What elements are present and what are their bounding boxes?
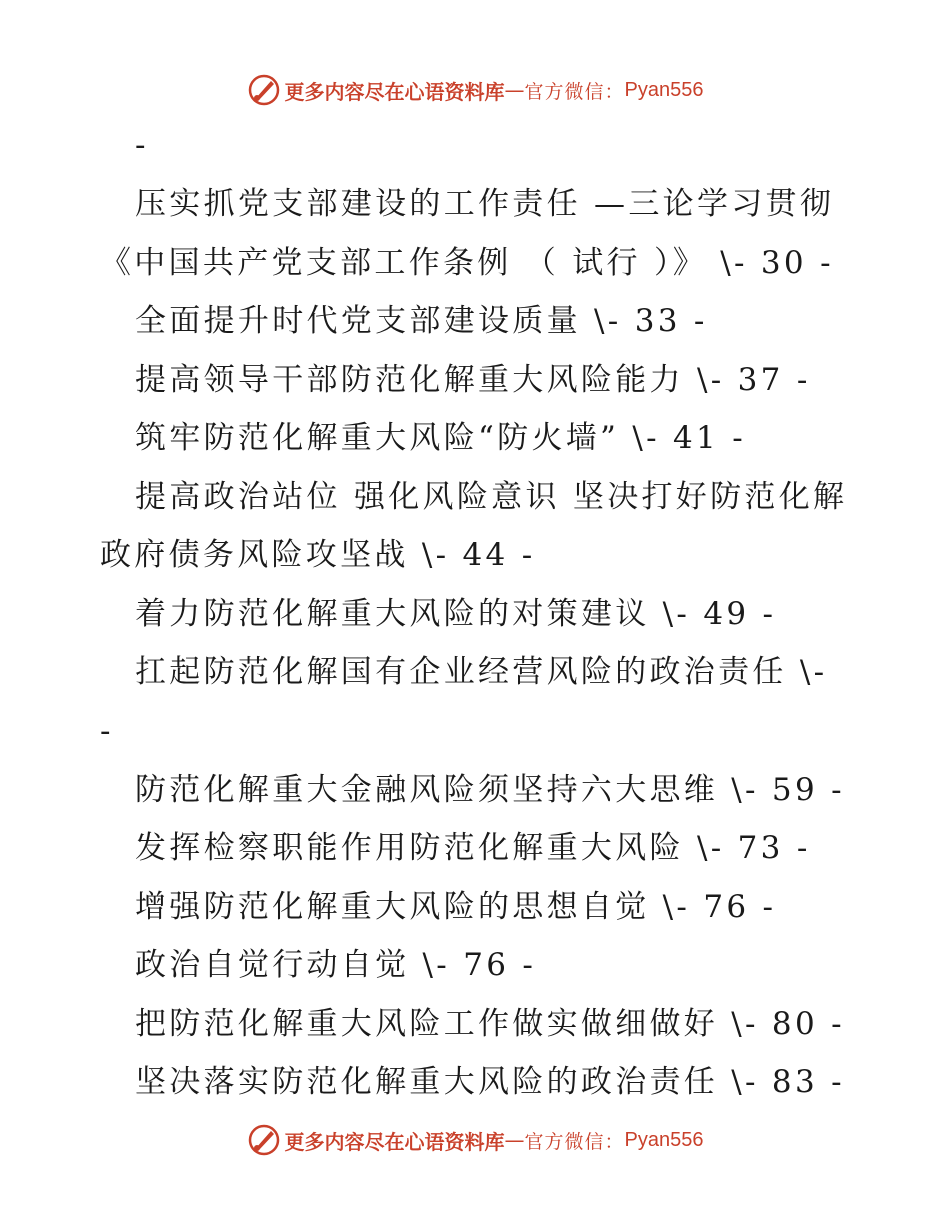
brush-logo-icon <box>247 73 281 107</box>
toc-line: 防范化解重大金融风险须坚持六大思维 \- 59 - <box>135 772 845 808</box>
toc-line: 把防范化解重大风险工作做实做细做好 \- 80 - <box>135 1006 845 1042</box>
toc-line: 全面提升时代党支部建设质量 \- 33 - <box>135 303 708 339</box>
footer-watermark <box>0 1120 950 1160</box>
toc-line: 扛起防范化解国有企业经营风险的政治责任 \- <box>135 654 828 690</box>
toc-line: 压实抓党支部建设的工作责任 —三论学习贯彻 <box>135 186 835 222</box>
wechat-label: 官方微信： <box>524 1130 625 1153</box>
wechat-handle: Pyan556 <box>624 1128 704 1151</box>
wechat-label: 官方微信： <box>524 80 625 103</box>
toc-line: 发挥检察职能作用防范化解重大风险 \- 73 - <box>135 830 811 866</box>
toc-line: 提高领导干部防范化解重大风险能力 \- 37 - <box>135 362 811 398</box>
banner-separator: — <box>504 78 525 102</box>
toc-line: - <box>135 127 149 163</box>
header-watermark <box>0 70 950 110</box>
toc-line: 筑牢防范化解重大风险“防火墙” \- 41 - <box>135 420 746 456</box>
toc-line: - <box>100 713 114 749</box>
wechat-handle: Pyan556 <box>624 78 704 101</box>
brush-logo-icon <box>247 1123 281 1157</box>
toc-line: 《中国共产党支部工作条例 （ 试行 ）》 \- 30 - <box>100 245 834 281</box>
brand-name: 更多内容尽在心语资料库 <box>284 1129 505 1154</box>
toc-line: 增强防范化解重大风险的思想自觉 \- 76 - <box>135 889 777 925</box>
toc-line: 着力防范化解重大风险的对策建议 \- 49 - <box>135 596 777 632</box>
toc-line: 提高政治站位 强化风险意识 坚决打好防范化解 <box>135 479 848 515</box>
brand-name: 更多内容尽在心语资料库 <box>284 79 505 104</box>
toc-line: 政治自觉行动自觉 \- 76 - <box>135 947 537 983</box>
toc-line: 政府债务风险攻坚战 \- 44 - <box>100 537 536 573</box>
toc-line: 坚决落实防范化解重大风险的政治责任 \- 83 - <box>135 1064 845 1100</box>
banner-separator: — <box>504 1128 525 1152</box>
